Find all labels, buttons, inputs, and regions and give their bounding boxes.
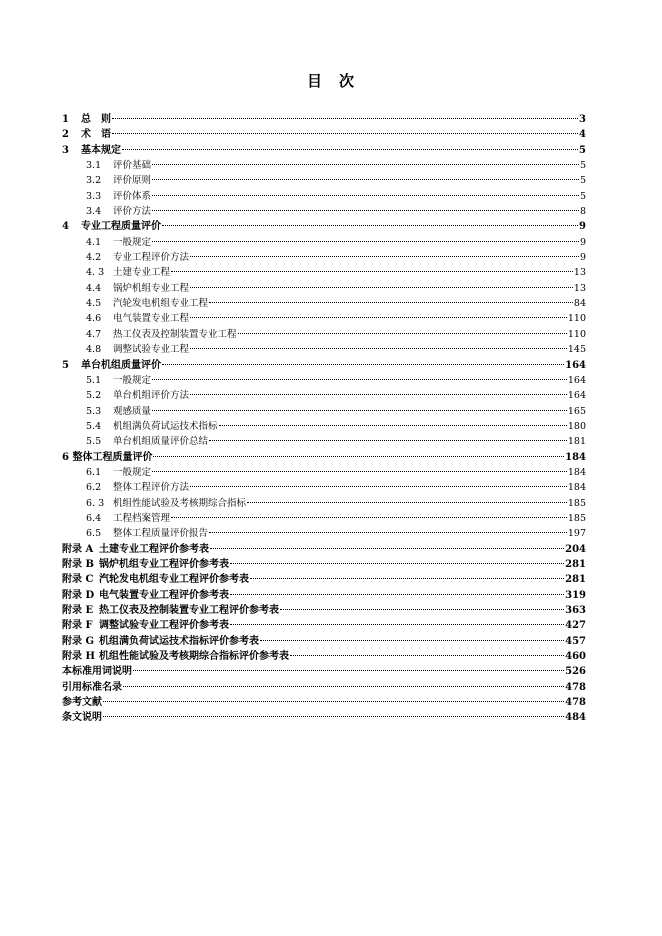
toc-entry-page-number: 457 [565, 635, 586, 647]
dot-leader [103, 701, 564, 702]
toc-entry[interactable] [62, 542, 586, 557]
dot-leader [230, 594, 564, 595]
toc-entry-number: 5.2 [86, 390, 102, 402]
toc-entry-page-number: 181 [567, 436, 586, 448]
page-title: 目 次 [306, 72, 355, 90]
toc-entry-page-number: 145 [567, 344, 586, 356]
toc-entry[interactable] [62, 588, 586, 603]
toc-entry-number: 6.5 [86, 528, 102, 540]
toc-entry[interactable] [62, 373, 586, 388]
toc-entry-label: 专业工程评价方法 [113, 252, 190, 264]
dot-leader [290, 655, 564, 656]
toc-entry-number: 5 [62, 359, 69, 371]
toc-entry-label: 评价方法 [113, 206, 152, 218]
toc-entry-page-number: 3 [579, 114, 586, 125]
toc-entry-label: 一般规定 [113, 374, 152, 386]
toc-entry[interactable] [62, 189, 586, 204]
toc-entry-label: 机组性能试验及考核期综合指标评价参考表 [99, 651, 289, 663]
toc-entry-label: 引用标准名录 [62, 681, 122, 693]
toc-entry[interactable] [62, 496, 586, 511]
toc-entry[interactable] [62, 680, 586, 695]
toc-entry-page-number: 184 [567, 466, 586, 478]
toc-entry-number: 4.8 [86, 344, 102, 356]
toc-entry-page-number: 5 [579, 144, 586, 156]
dot-leader [152, 241, 579, 242]
toc-entry[interactable] [62, 526, 586, 541]
toc-entry[interactable] [62, 388, 586, 403]
toc-entry-label: 观感质量 [113, 405, 152, 417]
toc-entry-label: 机组性能试验及考核期综合指标 [113, 497, 247, 509]
dot-leader [123, 686, 564, 687]
toc-entry-label: 一般规定 [113, 466, 152, 478]
toc-entry-label: 土建专业工程 [113, 267, 171, 279]
toc-entry-number: 3.4 [86, 206, 102, 218]
dot-leader [152, 179, 579, 180]
toc-entry[interactable] [62, 603, 586, 618]
toc-entry-label: 单台机组质量评价 [81, 359, 161, 371]
toc-entry-label: 调整试验专业工程 [113, 344, 190, 356]
toc-entry-page-number: 197 [567, 528, 586, 540]
dot-leader [190, 348, 567, 349]
toc-entry-number: 2 [62, 129, 69, 141]
dot-leader [190, 256, 579, 257]
toc-entry-number: 附录 A [62, 543, 94, 555]
toc-entry-label: 整体工程质量评价报告 [113, 528, 209, 540]
toc-entry-label: 评价基础 [113, 160, 152, 172]
dot-leader [122, 149, 578, 150]
toc-entry-number: 3.2 [86, 175, 102, 187]
dot-leader [152, 410, 567, 411]
toc-entry-page-number: 9 [579, 236, 586, 248]
toc-entry-label: 机组满负荷试运技术指标 [113, 420, 218, 432]
toc-entry-number: 4.6 [86, 313, 102, 325]
toc-entry-page-number: 184 [567, 482, 586, 494]
toc-entry-label: 6 整体工程质量评价 [62, 451, 153, 463]
toc-entry[interactable] [62, 419, 586, 434]
toc-entry-number: 3.1 [86, 160, 102, 172]
toc-entry-number: 附录 B [62, 558, 94, 570]
toc-entry[interactable] [62, 710, 586, 725]
toc-entry-page-number: 165 [567, 405, 586, 417]
toc-entry-label: 本标准用词说明 [62, 666, 132, 678]
toc-entry-page-number: 110 [567, 313, 586, 325]
toc-entry-number: 5.3 [86, 405, 102, 417]
dot-leader [171, 517, 567, 518]
dot-leader [190, 486, 567, 487]
dot-leader [152, 379, 567, 380]
table-of-contents [62, 112, 586, 726]
dot-leader [152, 164, 579, 165]
dot-leader [250, 578, 564, 579]
toc-entry-page-number: 526 [565, 666, 586, 678]
toc-entry[interactable] [62, 204, 586, 219]
toc-entry[interactable] [62, 143, 586, 158]
toc-entry[interactable] [62, 311, 586, 326]
toc-entry[interactable] [62, 572, 586, 587]
toc-entry-number: 5.5 [86, 436, 102, 448]
dot-leader [153, 456, 564, 457]
toc-entry[interactable] [62, 664, 586, 679]
dot-leader [209, 440, 567, 441]
toc-entry-label: 总 则 [81, 114, 111, 125]
toc-entry-label: 调整试验专业工程评价参考表 [99, 620, 229, 632]
dot-leader [152, 195, 579, 196]
toc-entry-label: 热工仪表及控制装置专业工程 [113, 328, 237, 340]
toc-entry[interactable] [62, 404, 586, 419]
toc-entry-page-number: 484 [565, 712, 586, 724]
toc-entry-label: 术 语 [81, 129, 111, 141]
dot-leader [190, 317, 567, 318]
toc-entry-label: 热工仪表及控制装置专业工程评价参考表 [99, 605, 279, 616]
toc-entry-label: 锅炉机组专业工程评价参考表 [99, 558, 229, 570]
toc-entry-label: 土建专业工程评价参考表 [99, 543, 209, 555]
toc-entry-number: 附录 G [62, 635, 95, 647]
toc-entry-number: 3.3 [86, 190, 102, 202]
dot-leader [190, 394, 567, 395]
toc-entry[interactable] [62, 342, 586, 357]
toc-entry[interactable] [62, 450, 586, 465]
toc-entry-label: 基本规定 [81, 144, 121, 156]
toc-entry-number: 附录 H [62, 651, 95, 663]
toc-entry-label: 电气装置专业工程 [113, 313, 190, 325]
toc-entry-label: 锅炉机组专业工程 [113, 282, 190, 294]
toc-entry-label: 评价体系 [113, 190, 152, 202]
toc-entry-page-number: 319 [565, 589, 586, 601]
toc-entry[interactable] [62, 327, 586, 342]
toc-entry-page-number: 184 [565, 451, 586, 463]
toc-entry-page-number: 5 [579, 190, 586, 202]
toc-entry[interactable] [62, 281, 586, 296]
toc-entry-page-number: 164 [567, 374, 586, 386]
toc-entry[interactable] [62, 127, 586, 142]
dot-leader [247, 502, 567, 503]
toc-entry-number: 附录 C [62, 574, 94, 586]
toc-entry[interactable] [62, 434, 586, 449]
toc-entry-label: 整体工程评价方法 [113, 482, 190, 494]
toc-entry[interactable] [62, 173, 586, 188]
toc-entry-number: 4.7 [86, 328, 102, 340]
toc-entry[interactable] [62, 250, 586, 265]
toc-entry-number: 6.2 [86, 482, 102, 494]
toc-entry-number: 附录 E [62, 605, 94, 616]
dot-leader [209, 302, 573, 303]
toc-entry[interactable] [62, 695, 586, 710]
toc-entry-page-number: 110 [567, 328, 586, 340]
toc-entry[interactable] [62, 511, 586, 526]
toc-entry-page-number: 478 [565, 697, 586, 709]
toc-entry-page-number: 185 [567, 512, 586, 524]
toc-entry-page-number: 4 [579, 129, 586, 141]
toc-entry-label: 条文说明 [62, 712, 102, 724]
dot-leader [112, 133, 578, 134]
toc-entry-number: 5.1 [86, 374, 102, 386]
dot-leader [152, 471, 567, 472]
toc-entry[interactable] [62, 465, 586, 480]
toc-entry-label: 单台机组评价方法 [113, 390, 190, 402]
toc-entry[interactable] [62, 358, 586, 373]
toc-entry-page-number: 427 [565, 620, 586, 632]
dot-leader [112, 118, 578, 119]
toc-entry[interactable] [62, 235, 586, 250]
toc-entry-page-number: 204 [565, 543, 586, 555]
toc-entry-page-number: 8 [579, 206, 586, 218]
dot-leader [190, 287, 573, 288]
toc-entry-label: 汽轮发电机组专业工程评价参考表 [99, 574, 249, 586]
toc-entry-number: 4.2 [86, 252, 102, 264]
toc-entry-number: 4.4 [86, 282, 102, 294]
toc-entry[interactable] [62, 618, 586, 633]
toc-entry-label: 单台机组质量评价总结 [113, 436, 209, 448]
toc-entry-number: 4.5 [86, 298, 102, 310]
toc-entry-page-number: 5 [579, 175, 586, 187]
toc-entry-page-number: 460 [565, 651, 586, 663]
toc-entry-number: 6.1 [86, 466, 102, 478]
toc-entry-label: 专业工程质量评价 [81, 221, 161, 233]
toc-entry-label: 参考文献 [62, 697, 102, 709]
dot-leader [230, 563, 564, 564]
toc-entry[interactable] [62, 158, 586, 173]
dot-leader [280, 609, 564, 610]
toc-entry-number: 5.4 [86, 420, 102, 432]
toc-entry-page-number: 84 [573, 298, 586, 310]
dot-leader [219, 425, 567, 426]
toc-entry-page-number: 9 [579, 221, 586, 233]
toc-entry-page-number: 13 [573, 282, 586, 294]
dot-leader [238, 333, 567, 334]
dot-leader [152, 210, 579, 211]
toc-entry-number: 6. 3 [86, 497, 105, 509]
toc-entry-page-number: 5 [579, 160, 586, 172]
dot-leader [209, 532, 567, 533]
toc-entry-page-number: 164 [567, 390, 586, 402]
dot-leader [133, 670, 564, 671]
toc-entry-page-number: 281 [565, 558, 586, 570]
dot-leader [210, 548, 564, 549]
toc-entry[interactable] [62, 480, 586, 495]
toc-entry-page-number: 363 [565, 605, 586, 616]
dot-leader [171, 271, 573, 272]
toc-entry-page-number: 185 [567, 497, 586, 509]
toc-entry-label: 电气装置专业工程评价参考表 [99, 589, 229, 601]
dot-leader [162, 364, 564, 365]
toc-entry-number: 4.1 [86, 236, 102, 248]
toc-entry-number: 1 [62, 114, 69, 125]
toc-entry-label: 一般规定 [113, 236, 152, 248]
toc-entry-page-number: 478 [565, 681, 586, 693]
toc-entry[interactable] [62, 649, 586, 664]
toc-entry-page-number: 164 [565, 359, 586, 371]
toc-entry[interactable] [62, 296, 586, 311]
toc-entry-page-number: 9 [579, 252, 586, 264]
toc-entry[interactable] [62, 265, 586, 280]
toc-entry-page-number: 281 [565, 574, 586, 586]
dot-leader [103, 716, 564, 717]
toc-entry-number: 附录 D [62, 589, 95, 601]
toc-entry-label: 汽轮发电机组专业工程 [113, 298, 209, 310]
dot-leader [260, 640, 564, 641]
toc-entry-number: 4 [62, 221, 69, 233]
toc-entry-label: 评价原则 [113, 175, 152, 187]
dot-leader [162, 225, 578, 226]
toc-entry[interactable] [62, 219, 586, 234]
toc-entry[interactable] [62, 634, 586, 649]
toc-entry-label: 工程档案管理 [113, 512, 171, 524]
toc-entry[interactable] [62, 557, 586, 572]
toc-entry-number: 附录 F [62, 620, 93, 632]
toc-entry-page-number: 13 [573, 267, 586, 279]
toc-entry-label: 机组满负荷试运技术指标评价参考表 [99, 635, 259, 647]
toc-entry-number: 4. 3 [86, 267, 105, 279]
toc-entry-page-number: 180 [567, 420, 586, 432]
toc-entry-number: 6.4 [86, 512, 102, 524]
toc-entry[interactable] [62, 112, 586, 127]
dot-leader [230, 624, 564, 625]
toc-entry-number: 3 [62, 144, 69, 156]
